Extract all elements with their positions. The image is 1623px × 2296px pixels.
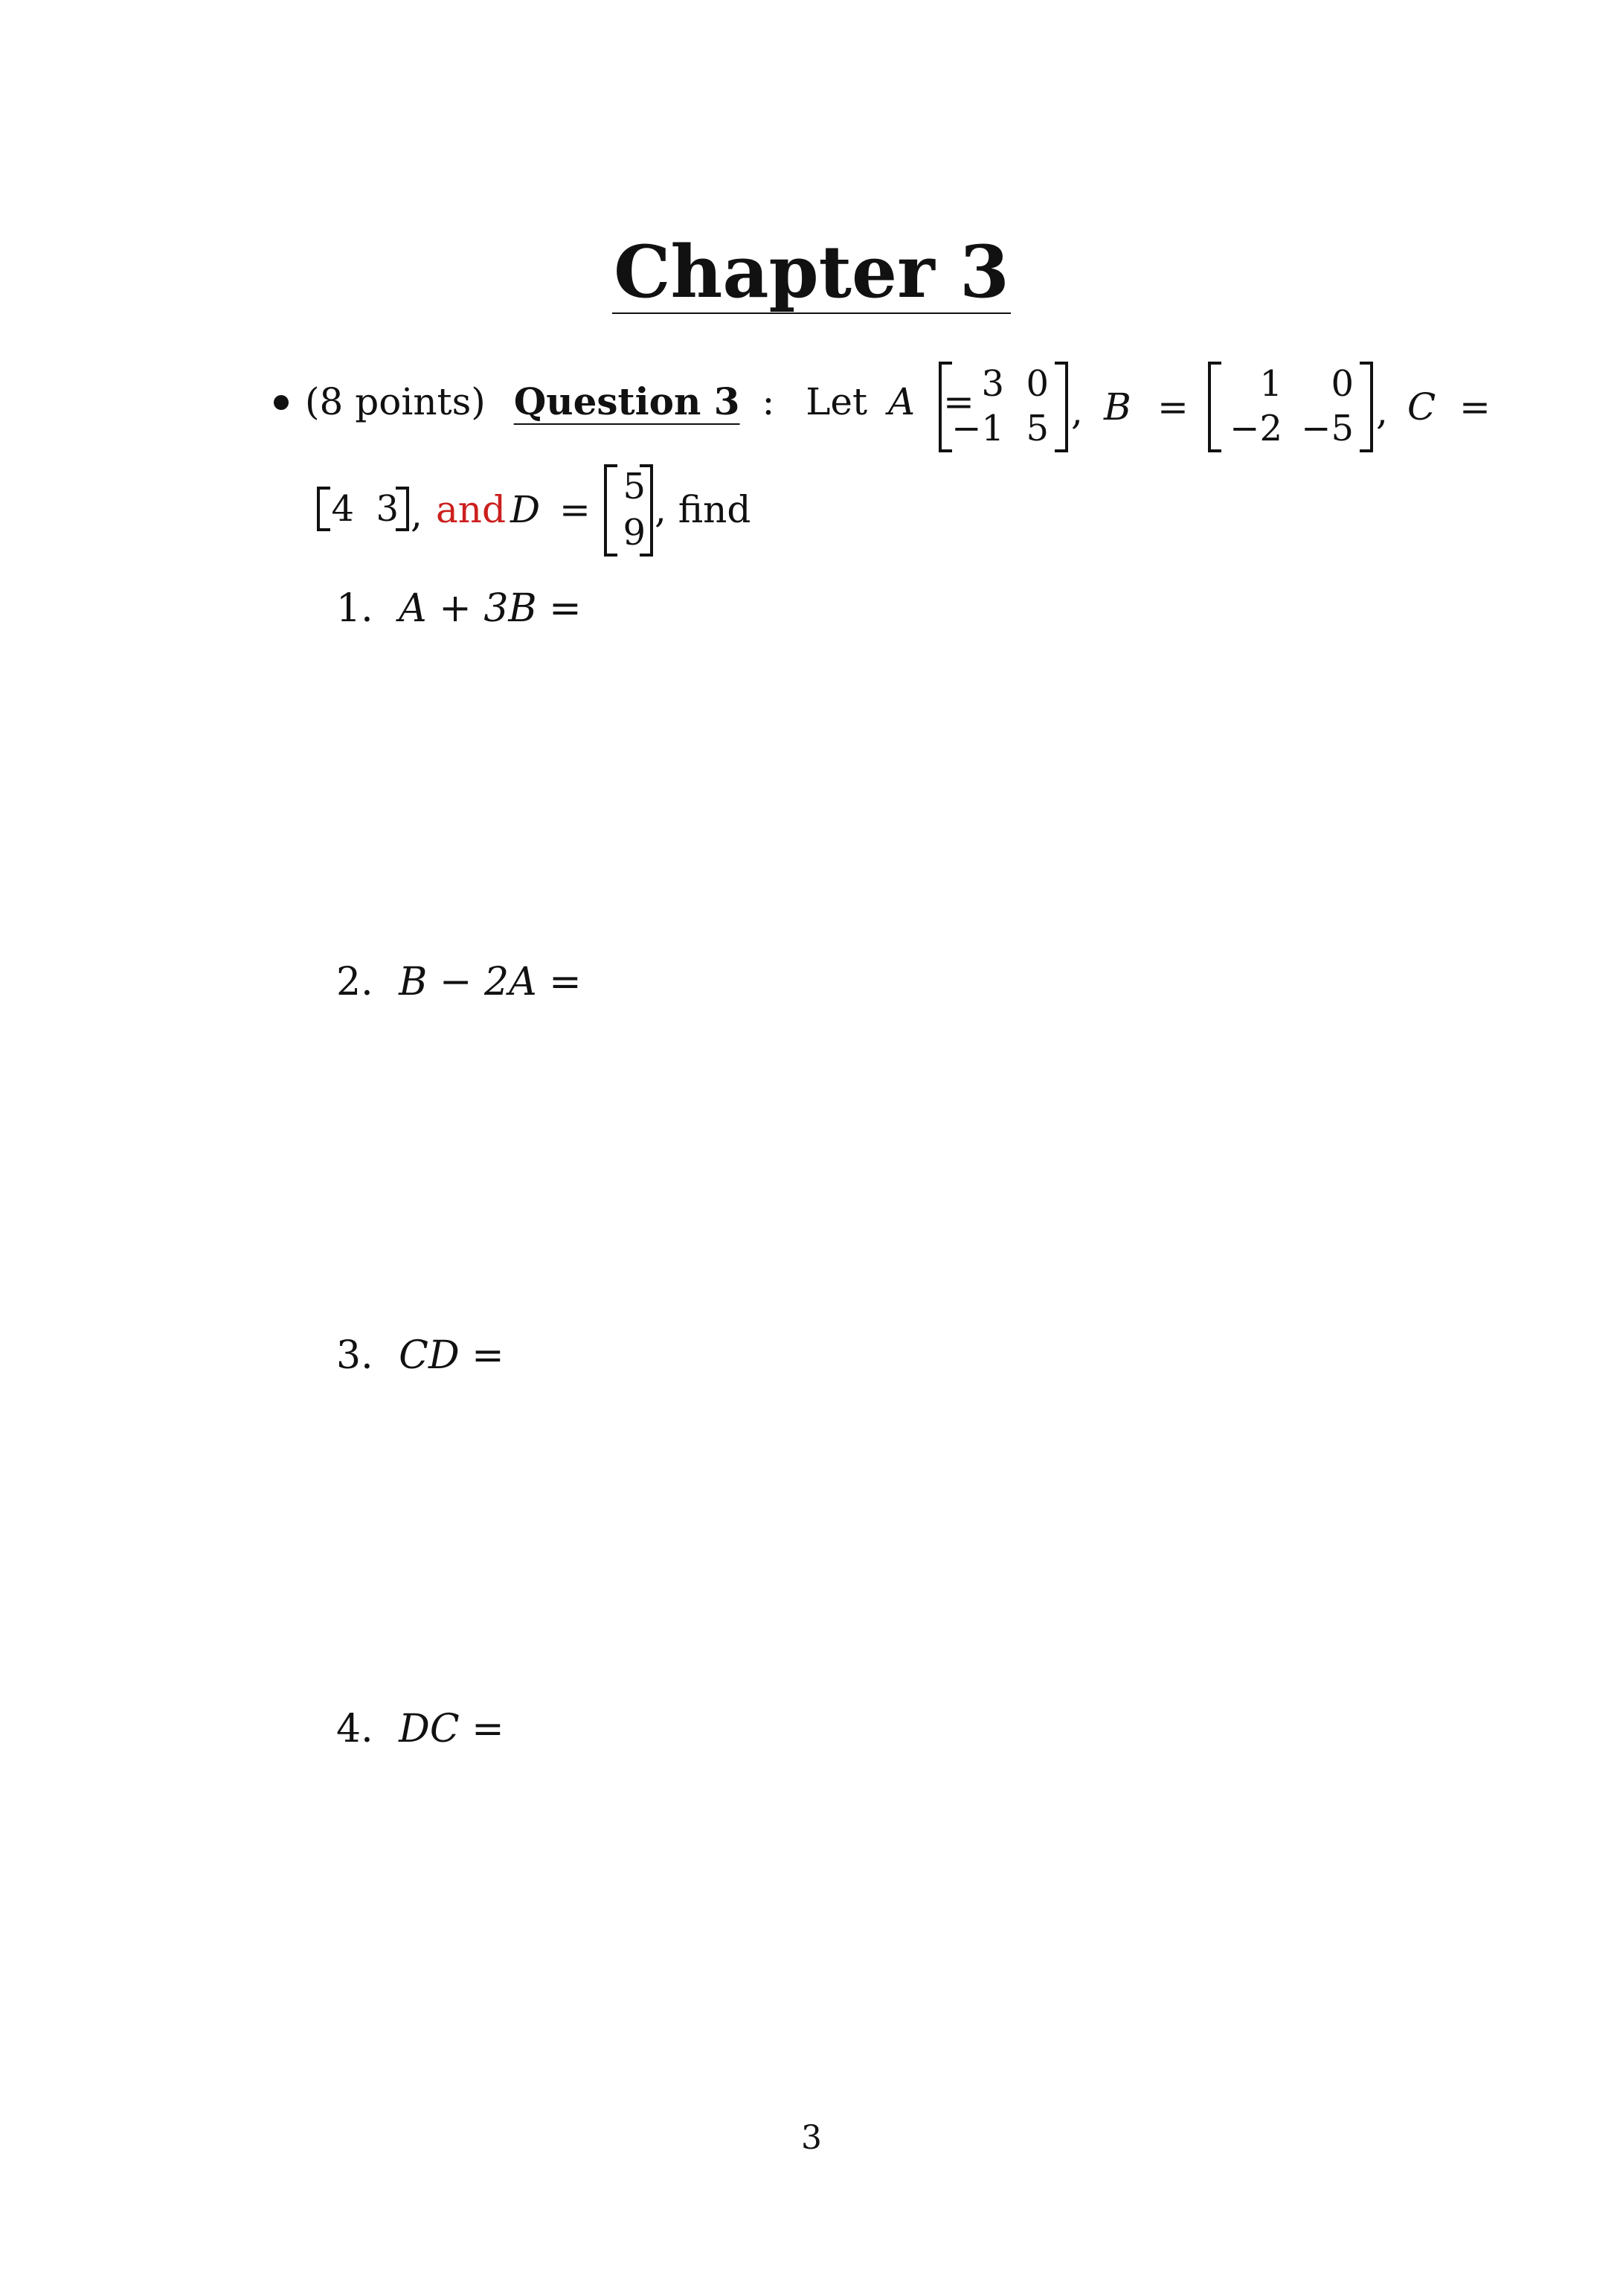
matrix-b-cell: 0 [1331, 363, 1354, 405]
matrix-b-cell: 1 [1259, 363, 1282, 405]
matrix-d-cell: 5 [623, 466, 646, 507]
comma-b: , [1376, 390, 1388, 433]
list-item [336, 586, 582, 631]
item-number: 3. [336, 1333, 373, 1378]
item-expression: A + 3B = [399, 586, 582, 631]
matrix-a-cell: 3 [981, 363, 1004, 405]
equals-a: = [943, 380, 974, 423]
matrix-c-cell: 4 [331, 488, 354, 530]
points-label: (8 points) [305, 380, 486, 423]
matrix-b-cell: −5 [1301, 408, 1354, 449]
matrix-b [1208, 362, 1373, 452]
question-label: Question 3 [513, 379, 740, 423]
equals-b: = [1157, 385, 1189, 429]
item-number: 2. [336, 960, 373, 1004]
let-word: Let [806, 380, 868, 423]
matrix-c [317, 487, 409, 531]
matrix-d-name: D [510, 488, 541, 531]
matrix-a-name: A [888, 380, 916, 423]
and-word: and [436, 488, 507, 531]
equals-d: = [559, 488, 591, 531]
item-number: 4. [336, 1707, 373, 1751]
chapter-title [0, 230, 1623, 314]
matrix-b-cell: −2 [1230, 408, 1282, 449]
page-number: 3 [801, 2119, 822, 2157]
question-line-1 [274, 381, 974, 423]
matrix-d-cell: 9 [623, 512, 646, 554]
chapter-title-text: Chapter 3 [614, 230, 1009, 314]
item-expression: CD = [399, 1333, 504, 1378]
matrix-d [604, 464, 653, 557]
item-number: 1. [336, 586, 373, 631]
find-text: , find [655, 488, 751, 531]
matrix-a [939, 362, 1068, 452]
item-expression: DC = [399, 1707, 504, 1751]
matrix-c-name: C [1407, 385, 1436, 429]
list-item [336, 1707, 504, 1751]
equals-c: = [1459, 385, 1491, 429]
list-item [336, 960, 582, 1004]
list-item [336, 1333, 504, 1378]
matrix-a-cell: −1 [951, 408, 1004, 449]
comma-c: , [411, 493, 422, 536]
bullet-icon [274, 395, 289, 410]
matrix-c-cell: 3 [376, 488, 399, 530]
matrix-a-cell: 0 [1026, 363, 1049, 405]
item-expression: B − 2A = [399, 960, 582, 1004]
matrix-b-name: B [1104, 385, 1131, 429]
matrix-a-cell: 5 [1026, 408, 1049, 449]
question-colon: : [762, 380, 775, 423]
comma-a: , [1071, 390, 1083, 433]
